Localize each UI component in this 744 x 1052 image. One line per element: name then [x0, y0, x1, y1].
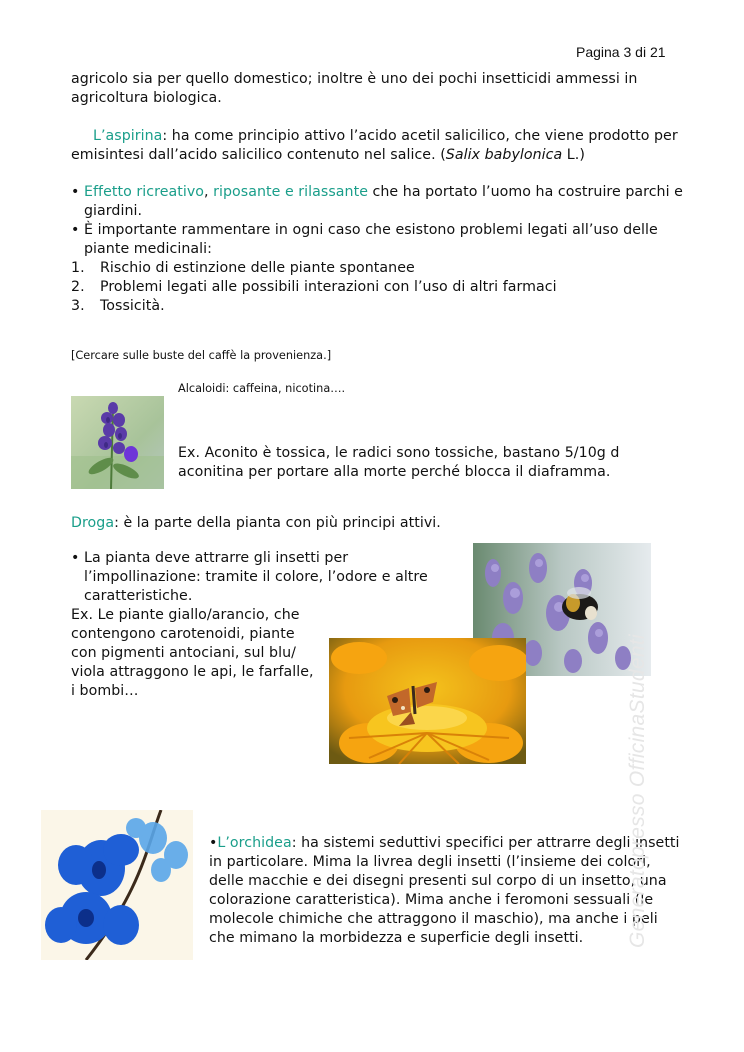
- aspirina-line2-end: L.): [562, 147, 585, 163]
- bullet-text-2: È importante rammentare in ogni caso che esistono problemi legati all’uso delle: [84, 222, 658, 238]
- bullet-icon: •: [71, 550, 80, 566]
- intro-line-2: agricoltura biologica.: [71, 90, 222, 106]
- droga-definition: [71, 514, 441, 533]
- pollination-ex-3: con pigmenti antociani, sul blu/: [71, 645, 296, 661]
- bullet-sep: ,: [204, 184, 214, 200]
- aspirina-term: L’aspirina: [93, 128, 163, 144]
- aspirina-line1: : ha come principio attivo l’acido acetil salicilico, che viene prodotto per: [162, 128, 678, 144]
- aconite-image: [71, 396, 164, 489]
- aspirina-paragraph: [71, 127, 678, 165]
- bullet-rest-1: che ha portato l’uomo ha costruire parchi e: [367, 184, 683, 200]
- note-text: [Cercare sulle buste del caffè la provenienza.]: [71, 349, 332, 362]
- list-text: Problemi legati alle possibili interazioni con l’uso di altri farmaci: [100, 279, 557, 295]
- aconito-paragraph: [178, 444, 619, 482]
- list-number: 1.: [71, 260, 85, 276]
- aconito-line-1: Ex. Aconito è tossica, le radici sono tossiche, bastano 5/10g d: [178, 445, 620, 461]
- list-item: [71, 297, 557, 316]
- problems-list: [71, 259, 557, 316]
- list-number: 3.: [71, 298, 85, 314]
- bullet-list: [71, 183, 683, 259]
- orchidea-line-3: delle macchie e dei disegni presenti sul corpo di un insetto, una: [209, 873, 667, 889]
- droga-term: Droga: [71, 515, 115, 531]
- pollination-line-2: l’impollinazione: tramite il colore, l’odore e altre: [84, 569, 428, 585]
- bullet-line-2: giardini.: [84, 203, 143, 219]
- page-number: Pagina 3 di 21: [576, 44, 666, 60]
- list-number: 2.: [71, 279, 85, 295]
- orchidea-line-6: che mimano la morbidezza e superficie degli insetti.: [209, 930, 584, 946]
- bullet-item-effetto: [71, 183, 683, 202]
- orchidea-line-4: colorazione caratteristica). Mima anche i feromoni sessuali (le: [209, 892, 654, 908]
- bullet-term-2: riposante e rilassante: [213, 184, 368, 200]
- pollination-ex-4: viola attraggono le api, le farfalle,: [71, 664, 314, 680]
- pollination-ex-1: Ex. Le piante giallo/arancio, che: [71, 607, 300, 623]
- bullet-icon: •: [71, 184, 80, 200]
- alcaloidi-text: Alcaloidi: caffeina, nicotina….: [178, 382, 346, 395]
- orchidea-line-1: : ha sistemi seduttivi specifici per attrarre degli insetti: [291, 835, 680, 851]
- bullet-term-1: Effetto ricreativo: [84, 184, 204, 200]
- intro-line-1: agricolo sia per quello domestico; inoltre è uno dei pochi insetticidi ammessi in: [71, 71, 638, 87]
- bullet-item-problemi: [71, 221, 683, 240]
- intro-paragraph: [71, 70, 637, 108]
- aconito-line-2: aconitina per portare alla morte perché blocca il diaframma.: [178, 464, 611, 480]
- orchidea-paragraph: [209, 834, 680, 948]
- bullet-icon: •: [71, 222, 80, 238]
- aspirina-species: Salix babylonica: [445, 147, 563, 163]
- orchid-image: [41, 810, 193, 960]
- bullet-icon: •: [209, 835, 218, 851]
- droga-text: : è la parte della pianta con più principi attivi.: [114, 515, 441, 531]
- bullet-line-4: piante medicinali:: [84, 241, 212, 257]
- list-text: Tossicità.: [100, 298, 165, 314]
- pollination-line-3: caratteristiche.: [84, 588, 193, 604]
- list-item: [71, 278, 557, 297]
- list-item: [71, 259, 557, 278]
- list-text: Rischio di estinzione delle piante spontanee: [100, 260, 415, 276]
- orchidea-line-2: in particolare. Mima la livrea degli insetti (l’insieme dei colori,: [209, 854, 651, 870]
- orchidea-line-5: molecole chimiche che attraggono il maschio), ma anche i peli: [209, 911, 658, 927]
- pollination-ex-2: contengono carotenoidi, piante: [71, 626, 295, 642]
- pollination-line-1: La pianta deve attrarre gli insetti per: [84, 550, 349, 566]
- aspirina-line2: emisintesi dall’acido salicilico contenuto nel salice. (: [71, 147, 446, 163]
- watermark: Generatopresso OfficinaStudenti: [626, 634, 649, 948]
- pollination-ex-5: i bombi…: [71, 683, 139, 699]
- orchidea-term: L’orchidea: [217, 835, 292, 851]
- butterfly-image: [329, 638, 526, 764]
